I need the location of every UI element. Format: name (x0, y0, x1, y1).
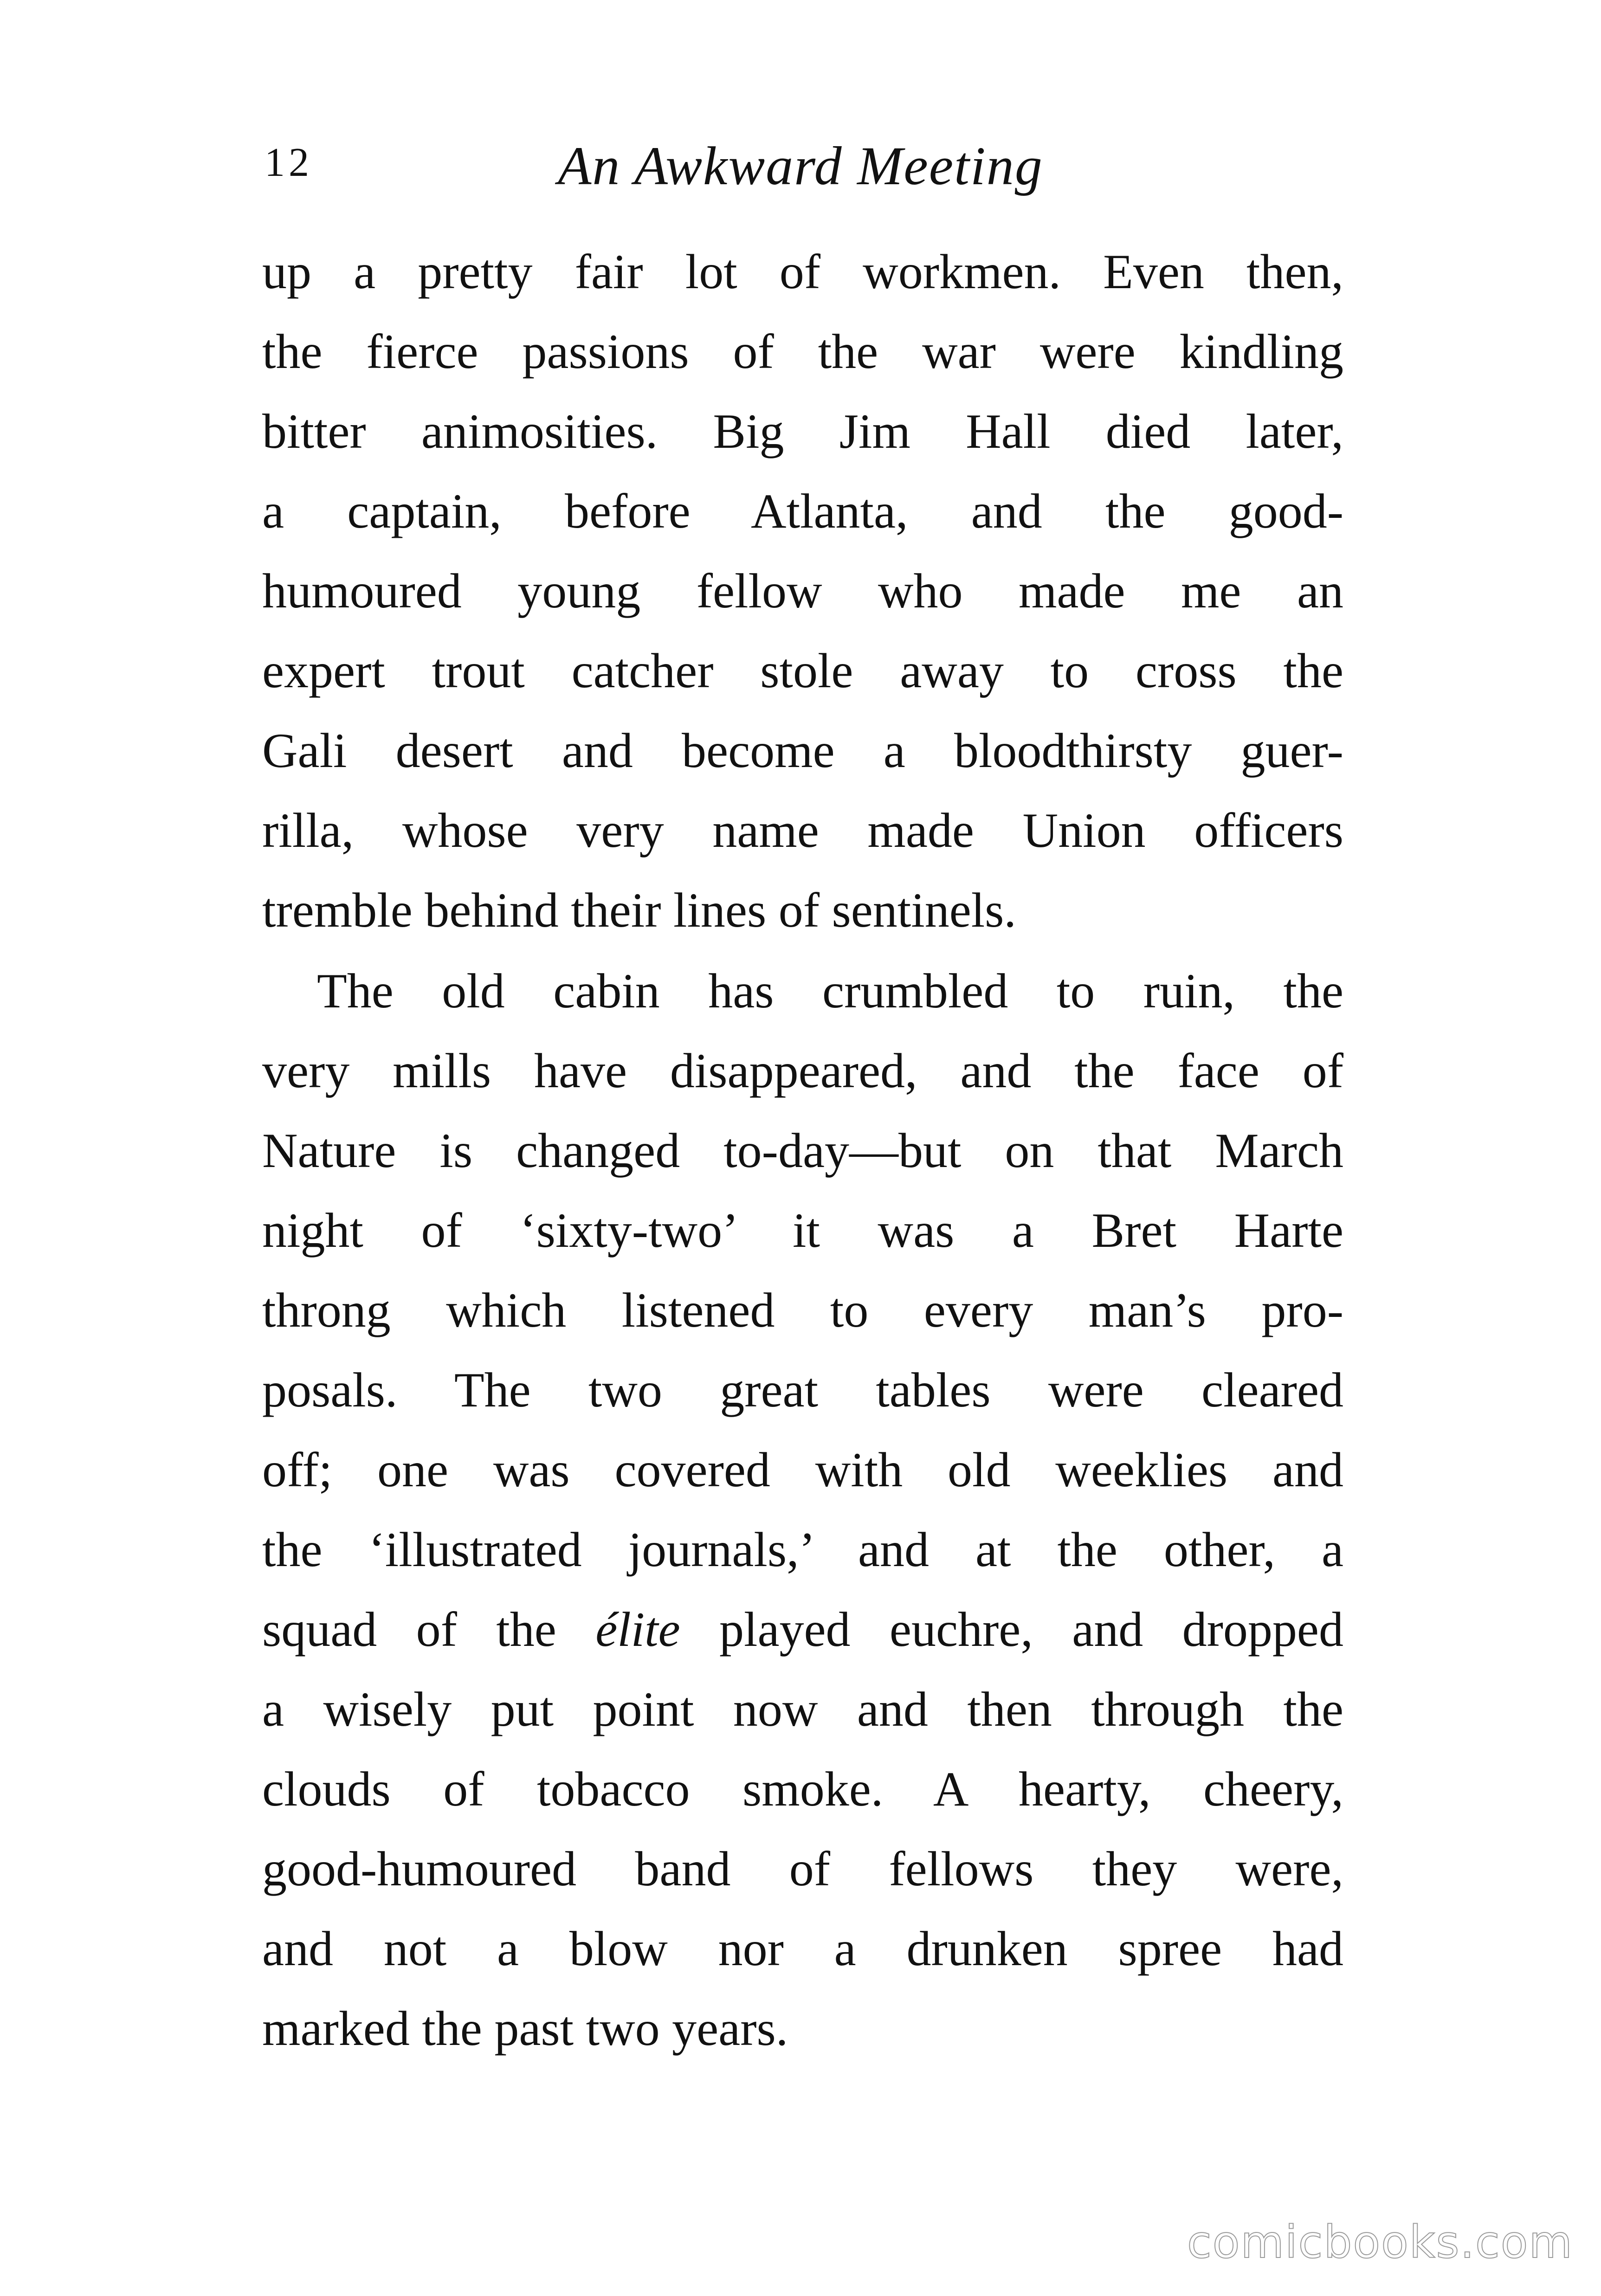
text-segment: played euchre, and dropped (680, 1602, 1343, 1657)
text-line: good-humoured band of fellows they were, (262, 1842, 1343, 1896)
text-line: and not a blow nor a drunken spree had (262, 1922, 1343, 1976)
text-line: clouds of tobacco smoke. A hearty, cheery, (262, 1762, 1343, 1816)
body-text (262, 232, 1343, 2069)
text-line: rilla, whose very name made Union officers (262, 803, 1343, 858)
text-line-with-italic (262, 1590, 1343, 1670)
text-line: Gali desert and become a bloodthirsty guer- (262, 723, 1343, 778)
text-line: very mills have disappeared, and the face of (262, 1044, 1343, 1098)
text-line: The old cabin has crumbled to ruin, the (317, 964, 1343, 1018)
text-segment: squad of the (262, 1602, 596, 1657)
text-line: the ‘illustrated journals,’ and at the other, a (262, 1522, 1343, 1577)
page-header (265, 135, 1336, 209)
text-line: marked the past two years. (262, 2001, 788, 2056)
running-title: An Awkward Meeting (558, 135, 1043, 196)
italic-word: élite (595, 1602, 680, 1657)
text-line: tremble behind their lines of sentinels. (262, 883, 1016, 937)
text-line: the fierce passions of the war were kindling (262, 324, 1343, 379)
text-line: up a pretty fair lot of workmen. Even then, (262, 245, 1343, 299)
text-line: night of ‘sixty-two’ it was a Bret Harte (262, 1203, 1343, 1258)
text-line: posals. The two great tables were cleared (262, 1363, 1343, 1417)
text-line: Nature is changed to-day—but on that March (262, 1123, 1343, 1178)
text-line: a wisely put point now and then through the (262, 1682, 1343, 1736)
text-line: off; one was covered with old weeklies and (262, 1443, 1343, 1497)
page-number: 12 (265, 140, 313, 185)
text-line: bitter animosities. Big Jim Hall died later, (262, 404, 1343, 458)
watermark: comicbooks.com (1187, 2216, 1573, 2268)
text-line: throng which listened to every man’s pro- (262, 1283, 1343, 1337)
text-line: humoured young fellow who made me an (262, 564, 1343, 618)
text-line: expert trout catcher stole away to cross the (262, 644, 1343, 698)
text-line: a captain, before Atlanta, and the good- (262, 484, 1343, 538)
